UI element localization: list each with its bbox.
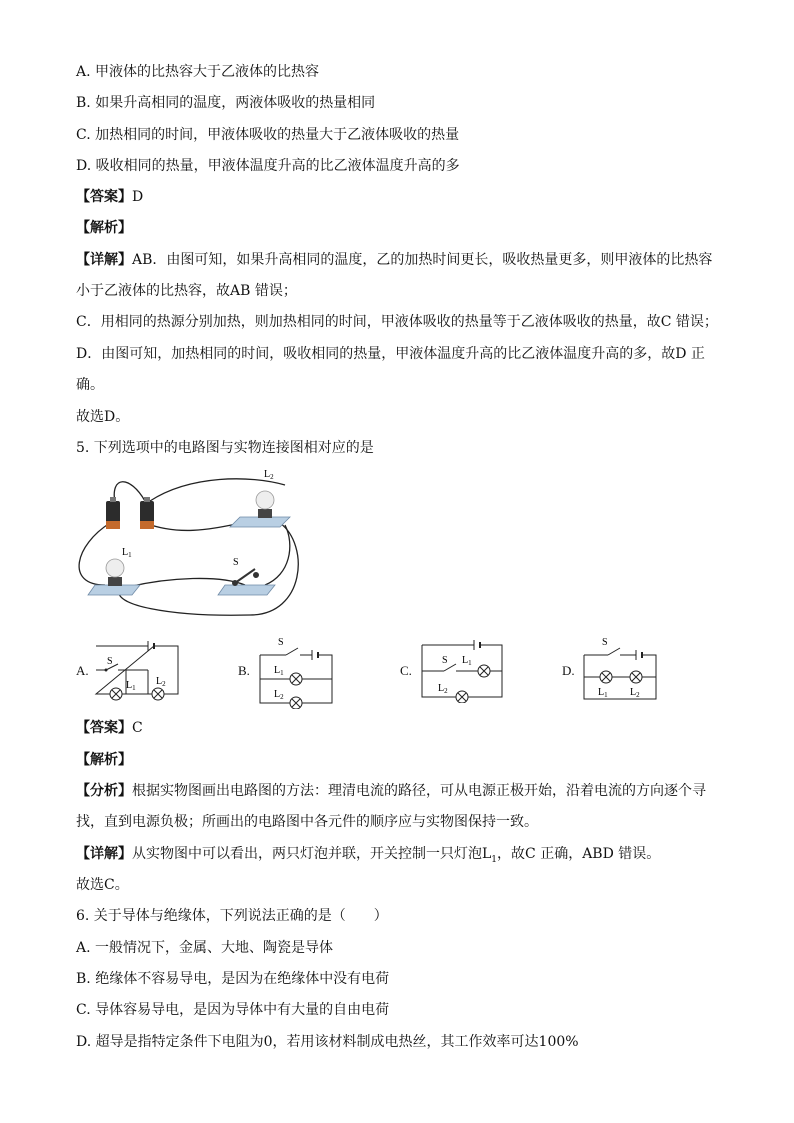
svg-text:S: S (278, 637, 284, 648)
q5-option-b-letter: B. (238, 663, 250, 678)
l2-label: $L_2$ (264, 469, 274, 481)
circuit-option-d (580, 633, 660, 705)
answer-value: C (132, 720, 143, 736)
svg-text:L1: $L_1$ (598, 687, 608, 699)
circuit-option-b (256, 633, 336, 709)
analysis-text: 根据实物图画出电路图的方法：理清电流的路径，可从电源正极开始，沿着电流的方向逐个寻 (132, 783, 706, 799)
q5-detail (76, 845, 660, 869)
svg-text:L1: $L_1$ (462, 655, 472, 667)
svg-text:S: S (107, 656, 113, 667)
answer-label: 【答案】 (76, 189, 132, 205)
detail-text: AB．由图可知，如果升高相同的温度，乙的加热时间更长，吸收热量更多，则甲液体的比热容 (132, 252, 713, 268)
q6-option-d: D. 超导是指特定条件下电阻为0，若用该材料制成电热丝，其工作效率可达100% (76, 1034, 579, 1050)
q6-option-b: B. 绝缘体不容易导电，是因为在绝缘体中没有电荷 (76, 971, 390, 987)
svg-text:S: S (602, 637, 608, 648)
q6-stem: 6. 关于导体与绝缘体，下列说法正确的是（ ） (76, 908, 388, 924)
answer-value: D (132, 189, 144, 205)
q4-answer (76, 188, 143, 206)
svg-text:L2: $L_2$ (274, 689, 284, 701)
q6-option-c: C. 导体容易导电，是因为导体中有大量的自由电荷 (76, 1002, 390, 1018)
q4-detail-line-5: 确。 (76, 377, 104, 393)
q4-detail-line-3: C．用相同的热源分别加热，则加热相同的时间，甲液体吸收的热量等于乙液体吸收的热量，故C 错误； (76, 314, 718, 330)
q5-option-c-letter: C. (400, 663, 412, 678)
svg-text:L2: $L_2$ (156, 676, 166, 688)
q5-answer (76, 719, 143, 737)
q5-analysis-label: 【解析】 (76, 752, 132, 768)
svg-text:L1: $L_1$ (126, 680, 136, 692)
physical-circuit-figure (70, 465, 310, 625)
q6-option-a: A. 一般情况下，金属、大地、陶瓷是导体 (76, 940, 334, 956)
detail-tail: ，故C 正确，ABD 错误。 (497, 846, 661, 862)
q4-detail-line-1 (76, 251, 712, 269)
svg-text:L2: $L_2$ (438, 683, 448, 695)
svg-text:L2: $L_2$ (630, 687, 640, 699)
q5-conclusion: 故选C。 (76, 877, 129, 893)
svg-text:L1: $L_1$ (274, 665, 284, 677)
q5-option-d-letter: D. (562, 663, 575, 678)
q4-detail-line-2: 小于乙液体的比热容，故AB 错误； (76, 283, 297, 299)
l1-label: $L_1$ (122, 547, 132, 559)
q4-option-d: D. 吸收相同的热量，甲液体温度升高的比乙液体温度升高的多 (76, 158, 460, 174)
q4-option-a: A. 甲液体的比热容大于乙液体的比热容 (76, 64, 320, 80)
svg-text:S: S (442, 655, 448, 666)
circuit-option-c (418, 637, 506, 703)
analysis-head: 【分析】 (76, 783, 132, 799)
q5-stem: 5. 下列选项中的电路图与实物连接图相对应的是 (76, 440, 374, 456)
q5-option-a-letter: A. (76, 663, 89, 678)
q4-option-c: C. 加热相同的时间，甲液体吸收的热量大于乙液体吸收的热量 (76, 127, 460, 143)
q4-conclusion: 故选D。 (76, 409, 130, 425)
detail-text: 从实物图中可以看出，两只灯泡并联，开关控制一只灯泡L (132, 846, 492, 862)
detail-label: 【详解】 (76, 846, 132, 862)
q4-option-b: B. 如果升高相同的温度，两液体吸收的热量相同 (76, 95, 376, 111)
q5-analysis-line-2: 找，直到电源负极；所画出的电路图中各元件的顺序应与实物图保持一致。 (76, 814, 538, 830)
detail-sub: 1 (491, 854, 498, 865)
q4-detail-line-4: D．由图可知，加热相同的时间，吸收相同的热量，甲液体温度升高的比乙液体温度升高的多，故D 正 (76, 346, 705, 362)
q5-analysis-line-1 (76, 782, 706, 800)
answer-label: 【答案】 (76, 720, 132, 736)
q4-analysis-label: 【解析】 (76, 220, 132, 236)
detail-label: 【详解】 (76, 252, 132, 268)
circuit-option-a (92, 640, 184, 702)
switch-label: S (233, 557, 239, 568)
